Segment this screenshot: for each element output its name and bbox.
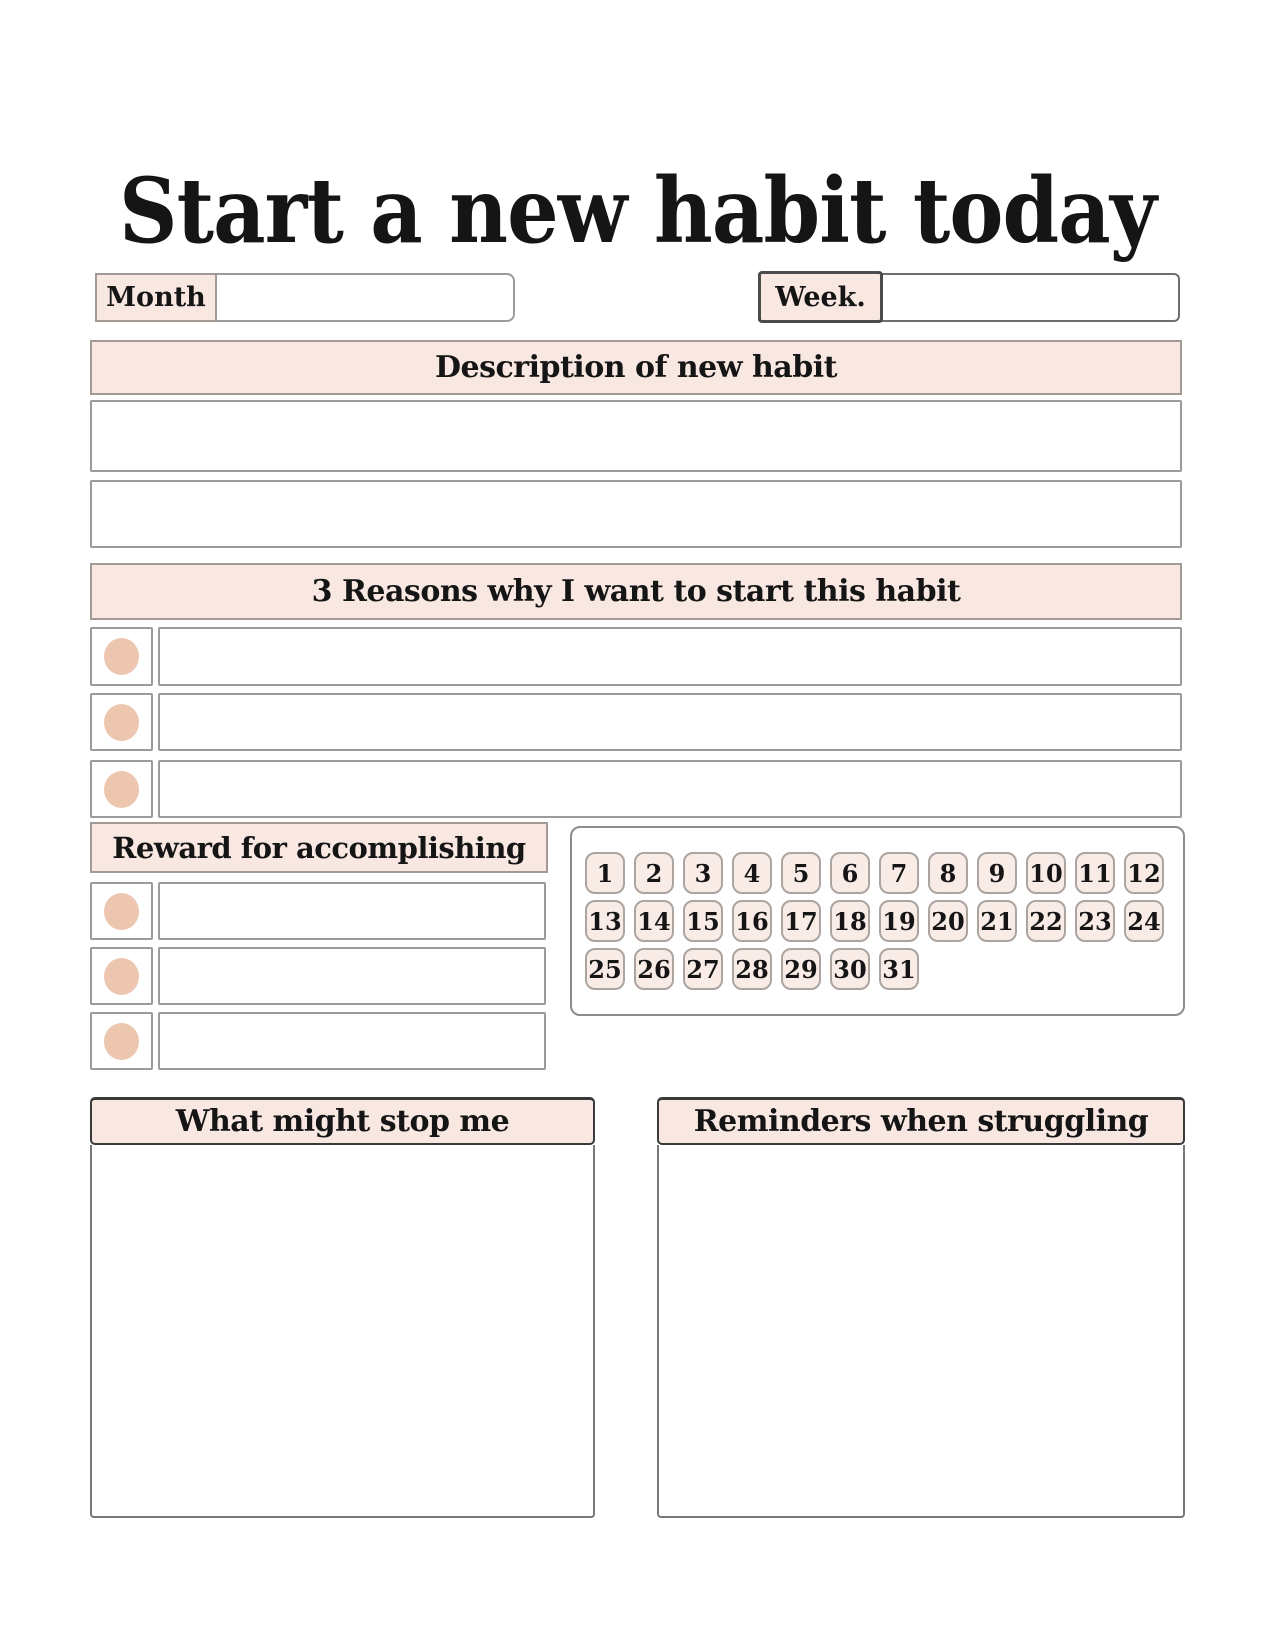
reason-input-3[interactable] xyxy=(158,760,1182,818)
obstacles-header: What might stop me xyxy=(90,1097,595,1145)
reward-input-3[interactable] xyxy=(158,1012,546,1070)
calendar-day-chip[interactable]: 8 xyxy=(928,852,968,894)
reward-input-1[interactable] xyxy=(158,882,546,940)
calendar-day-chip[interactable]: 15 xyxy=(683,900,723,942)
bullet-dot-icon xyxy=(104,771,139,808)
reward-header: Reward for accomplishing xyxy=(90,822,548,873)
calendar-day-chip[interactable]: 19 xyxy=(879,900,919,942)
calendar-day-chip[interactable]: 18 xyxy=(830,900,870,942)
bullet-dot-icon xyxy=(104,893,139,930)
calendar-day-chip[interactable]: 4 xyxy=(732,852,772,894)
calendar-day-chip[interactable]: 11 xyxy=(1075,852,1115,894)
calendar-day-chip[interactable]: 9 xyxy=(977,852,1017,894)
calendar-day-chip[interactable]: 31 xyxy=(879,948,919,990)
calendar-day-chip[interactable]: 28 xyxy=(732,948,772,990)
week-label: Week. xyxy=(758,271,883,323)
bullet-box xyxy=(90,693,153,751)
description-line-2[interactable] xyxy=(90,480,1182,548)
obstacles-box xyxy=(90,1097,595,1518)
calendar-day-chip[interactable]: 10 xyxy=(1026,852,1066,894)
calendar-day-chip[interactable]: 25 xyxy=(585,948,625,990)
description-header: Description of new habit xyxy=(90,340,1182,395)
calendar-day-chip[interactable]: 2 xyxy=(634,852,674,894)
calendar-day-chip[interactable]: 21 xyxy=(977,900,1017,942)
calendar-day-chip[interactable]: 12 xyxy=(1124,852,1164,894)
bullet-dot-icon xyxy=(104,1023,139,1060)
calendar-day-chip[interactable]: 6 xyxy=(830,852,870,894)
calendar-day-chip[interactable]: 24 xyxy=(1124,900,1164,942)
bullet-box xyxy=(90,882,153,940)
bullet-box xyxy=(90,627,153,686)
calendar-row xyxy=(585,948,1183,990)
reason-input-1[interactable] xyxy=(158,627,1182,686)
calendar-day-chip[interactable]: 3 xyxy=(683,852,723,894)
description-line-1[interactable] xyxy=(90,400,1182,472)
reward-input-2[interactable] xyxy=(158,947,546,1005)
reminders-header: Reminders when struggling xyxy=(657,1097,1185,1145)
calendar-day-chip[interactable]: 17 xyxy=(781,900,821,942)
bullet-box xyxy=(90,947,153,1005)
bullet-dot-icon xyxy=(104,958,139,995)
calendar-day-chip[interactable]: 23 xyxy=(1075,900,1115,942)
bullet-dot-icon xyxy=(104,704,139,741)
calendar-grid xyxy=(585,852,1183,990)
calendar-day-chip[interactable]: 14 xyxy=(634,900,674,942)
obstacles-writing-area[interactable] xyxy=(90,1145,595,1518)
calendar-row xyxy=(585,852,1183,894)
calendar-day-chip[interactable]: 22 xyxy=(1026,900,1066,942)
calendar-day-chip[interactable]: 29 xyxy=(781,948,821,990)
calendar-day-chip[interactable]: 20 xyxy=(928,900,968,942)
page-title: Start a new habit today xyxy=(118,158,1157,265)
calendar-day-chip[interactable]: 13 xyxy=(585,900,625,942)
calendar-day-chip[interactable]: 5 xyxy=(781,852,821,894)
calendar-day-chip[interactable]: 30 xyxy=(830,948,870,990)
calendar-day-chip[interactable]: 1 xyxy=(585,852,625,894)
reasons-header: 3 Reasons why I want to start this habit xyxy=(90,563,1182,620)
month-label: Month xyxy=(95,273,217,322)
month-input[interactable] xyxy=(215,273,515,322)
reminders-writing-area[interactable] xyxy=(657,1145,1185,1518)
calendar-day-chip[interactable]: 26 xyxy=(634,948,674,990)
calendar-day-chip[interactable]: 7 xyxy=(879,852,919,894)
bullet-box xyxy=(90,760,153,818)
day-tracker-calendar xyxy=(570,826,1185,1016)
bullet-dot-icon xyxy=(104,638,139,675)
reminders-box xyxy=(657,1097,1185,1518)
bullet-box xyxy=(90,1012,153,1070)
reason-input-2[interactable] xyxy=(158,693,1182,751)
calendar-row xyxy=(585,900,1183,942)
week-input[interactable] xyxy=(881,273,1180,322)
calendar-day-chip[interactable]: 27 xyxy=(683,948,723,990)
calendar-day-chip[interactable]: 16 xyxy=(732,900,772,942)
